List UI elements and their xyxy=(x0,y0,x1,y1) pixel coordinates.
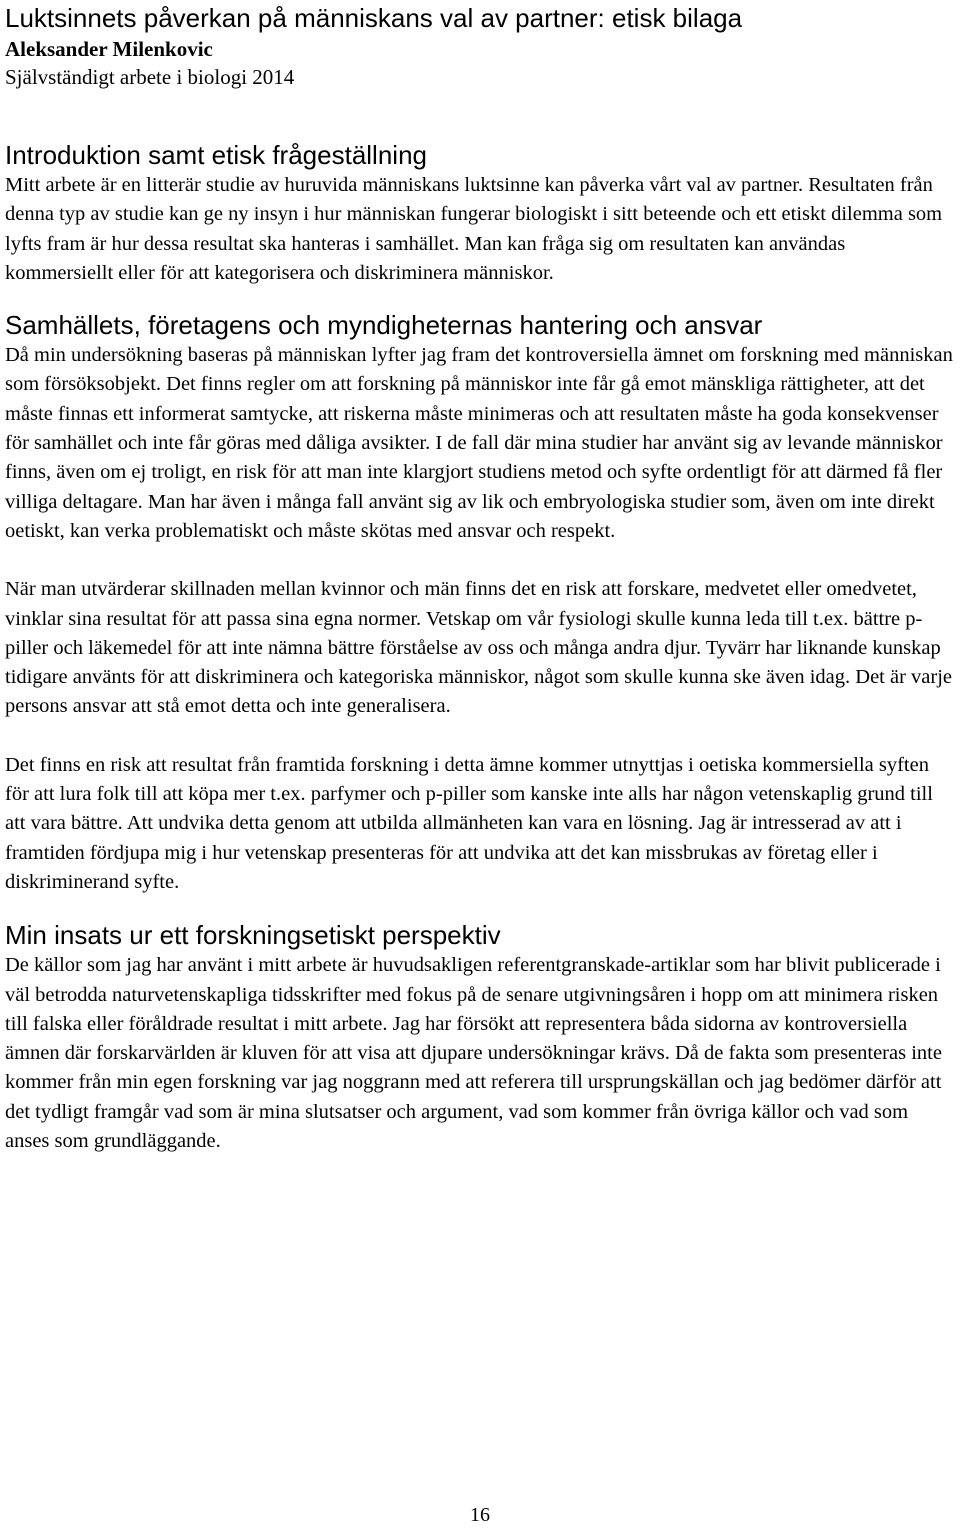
section-heading: Min insats ur ett forskningsetiskt perspektiv xyxy=(5,920,501,951)
document-title: Luktsinnets påverkan på människans val av partner: etisk bilaga xyxy=(5,3,743,33)
section-heading: Samhällets, företagens och myndigheternas hantering och ansvar xyxy=(5,310,763,341)
section-society-responsibility xyxy=(5,309,955,897)
course-name: Självständigt arbete i biologi 2014 xyxy=(5,65,295,89)
page-number: 16 xyxy=(470,1504,490,1526)
body-paragraph: Mitt arbete är en litterär studie av huruvida människans luktsinne kan påverka vårt val av partner. Resultaten från denna typ av studie kan ge ny insyn i hur människan fungerar biologiskt i sitt beteende och ett etiskt dilemma som lyfts fram är hur dessa resultat ska hanteras i samhället. Man kan fråga sig om resultaten kan användas kommersiellt eller för att kategorisera och diskriminera människor. xyxy=(5,174,943,284)
section-introduction xyxy=(5,139,955,288)
section-research-ethics xyxy=(5,919,955,1156)
author-name: Aleksander Milenkovic xyxy=(5,37,213,61)
section-heading: Introduktion samt etisk frågeställning xyxy=(5,140,427,170)
document-page xyxy=(5,0,955,1156)
body-paragraph: När man utvärderar skillnaden mellan kvinnor och män finns det en risk att forskare, medvetet eller omedvetet, vinklar sina resultat för att passa sina egna normer. Vetskap om vår fysiologi skulle kunna leda till t.ex. bättre p-piller och läkemedel för att inte nämna bättre förståelse av oss och många andra djur. Tyvärr har liknande kunskap tidigare använts för att diskriminera och kategoriska människor, något som skulle kunna ske även idag. Det är varje persons ansvar att stå emot detta och inte generalisera. xyxy=(5,578,953,718)
body-paragraph: Det finns en risk att resultat från framtida forskning i detta ämne kommer utnyttjas i oetiska kommersiella syften för att lura folk till att köpa mer t.ex. parfymer och p-piller som kanske inte alls har någon vetenskaplig grund till att vara bättre. Att undvika detta genom att utbilda allmänheten kan vara en lösning. Jag är intresserad av att i framtiden fördjupa mig i hur vetenskap presenteras för att undvika att det kan missbrukas av företag eller i diskriminerand syfte. xyxy=(5,753,933,893)
body-paragraph: De källor som jag har använt i mitt arbete är huvudsakligen referentgranskade-artiklar som har blivit publicerade i väl betrodda naturvetenskapliga tidsskrifter med fokus på de senare utgivningsåren i hopp om att minimera risken till falska eller föråldrade resultat i mitt arbete. Jag har försökt att representera båda sidorna av kontroversiella ämnen där forskarvärlden är kluven för att visa att djupare undersökningar krävs. Då de fakta som presenteras inte kommer från min egen forskning var jag noggrann med att referera till ursprungskällan och jag bedömer därför att det tydligt framgår vad som är mina slutsatser och argument, vad som kommer från övriga källor och vad som anses som grundläggande. xyxy=(5,954,942,1153)
body-paragraph: Då min undersökning baseras på människan lyfter jag fram det kontroversiella ämnet om forskning med människan som försöksobjekt. Det finns regler om att forskning på människor inte får gå emot mänskliga rättigheter, att det måste finnas ett informerat samtycke, att riskerna måste minimeras och att resultaten måste ha goda konsekvenser för samhället och inte får göras med dåliga avsikter. I de fall där mina studier har använt sig av levande människor finns, även om ej troligt, en risk för att man inte klargjort studiens metod och syfte ordentligt för att därmed få fler villiga deltagare. Man har även i många fall använt sig av lik och embryologiska studier som, även om inte direkt oetiskt, kan verka problematiskt och måste skötas med ansvar och respekt. xyxy=(5,344,953,542)
